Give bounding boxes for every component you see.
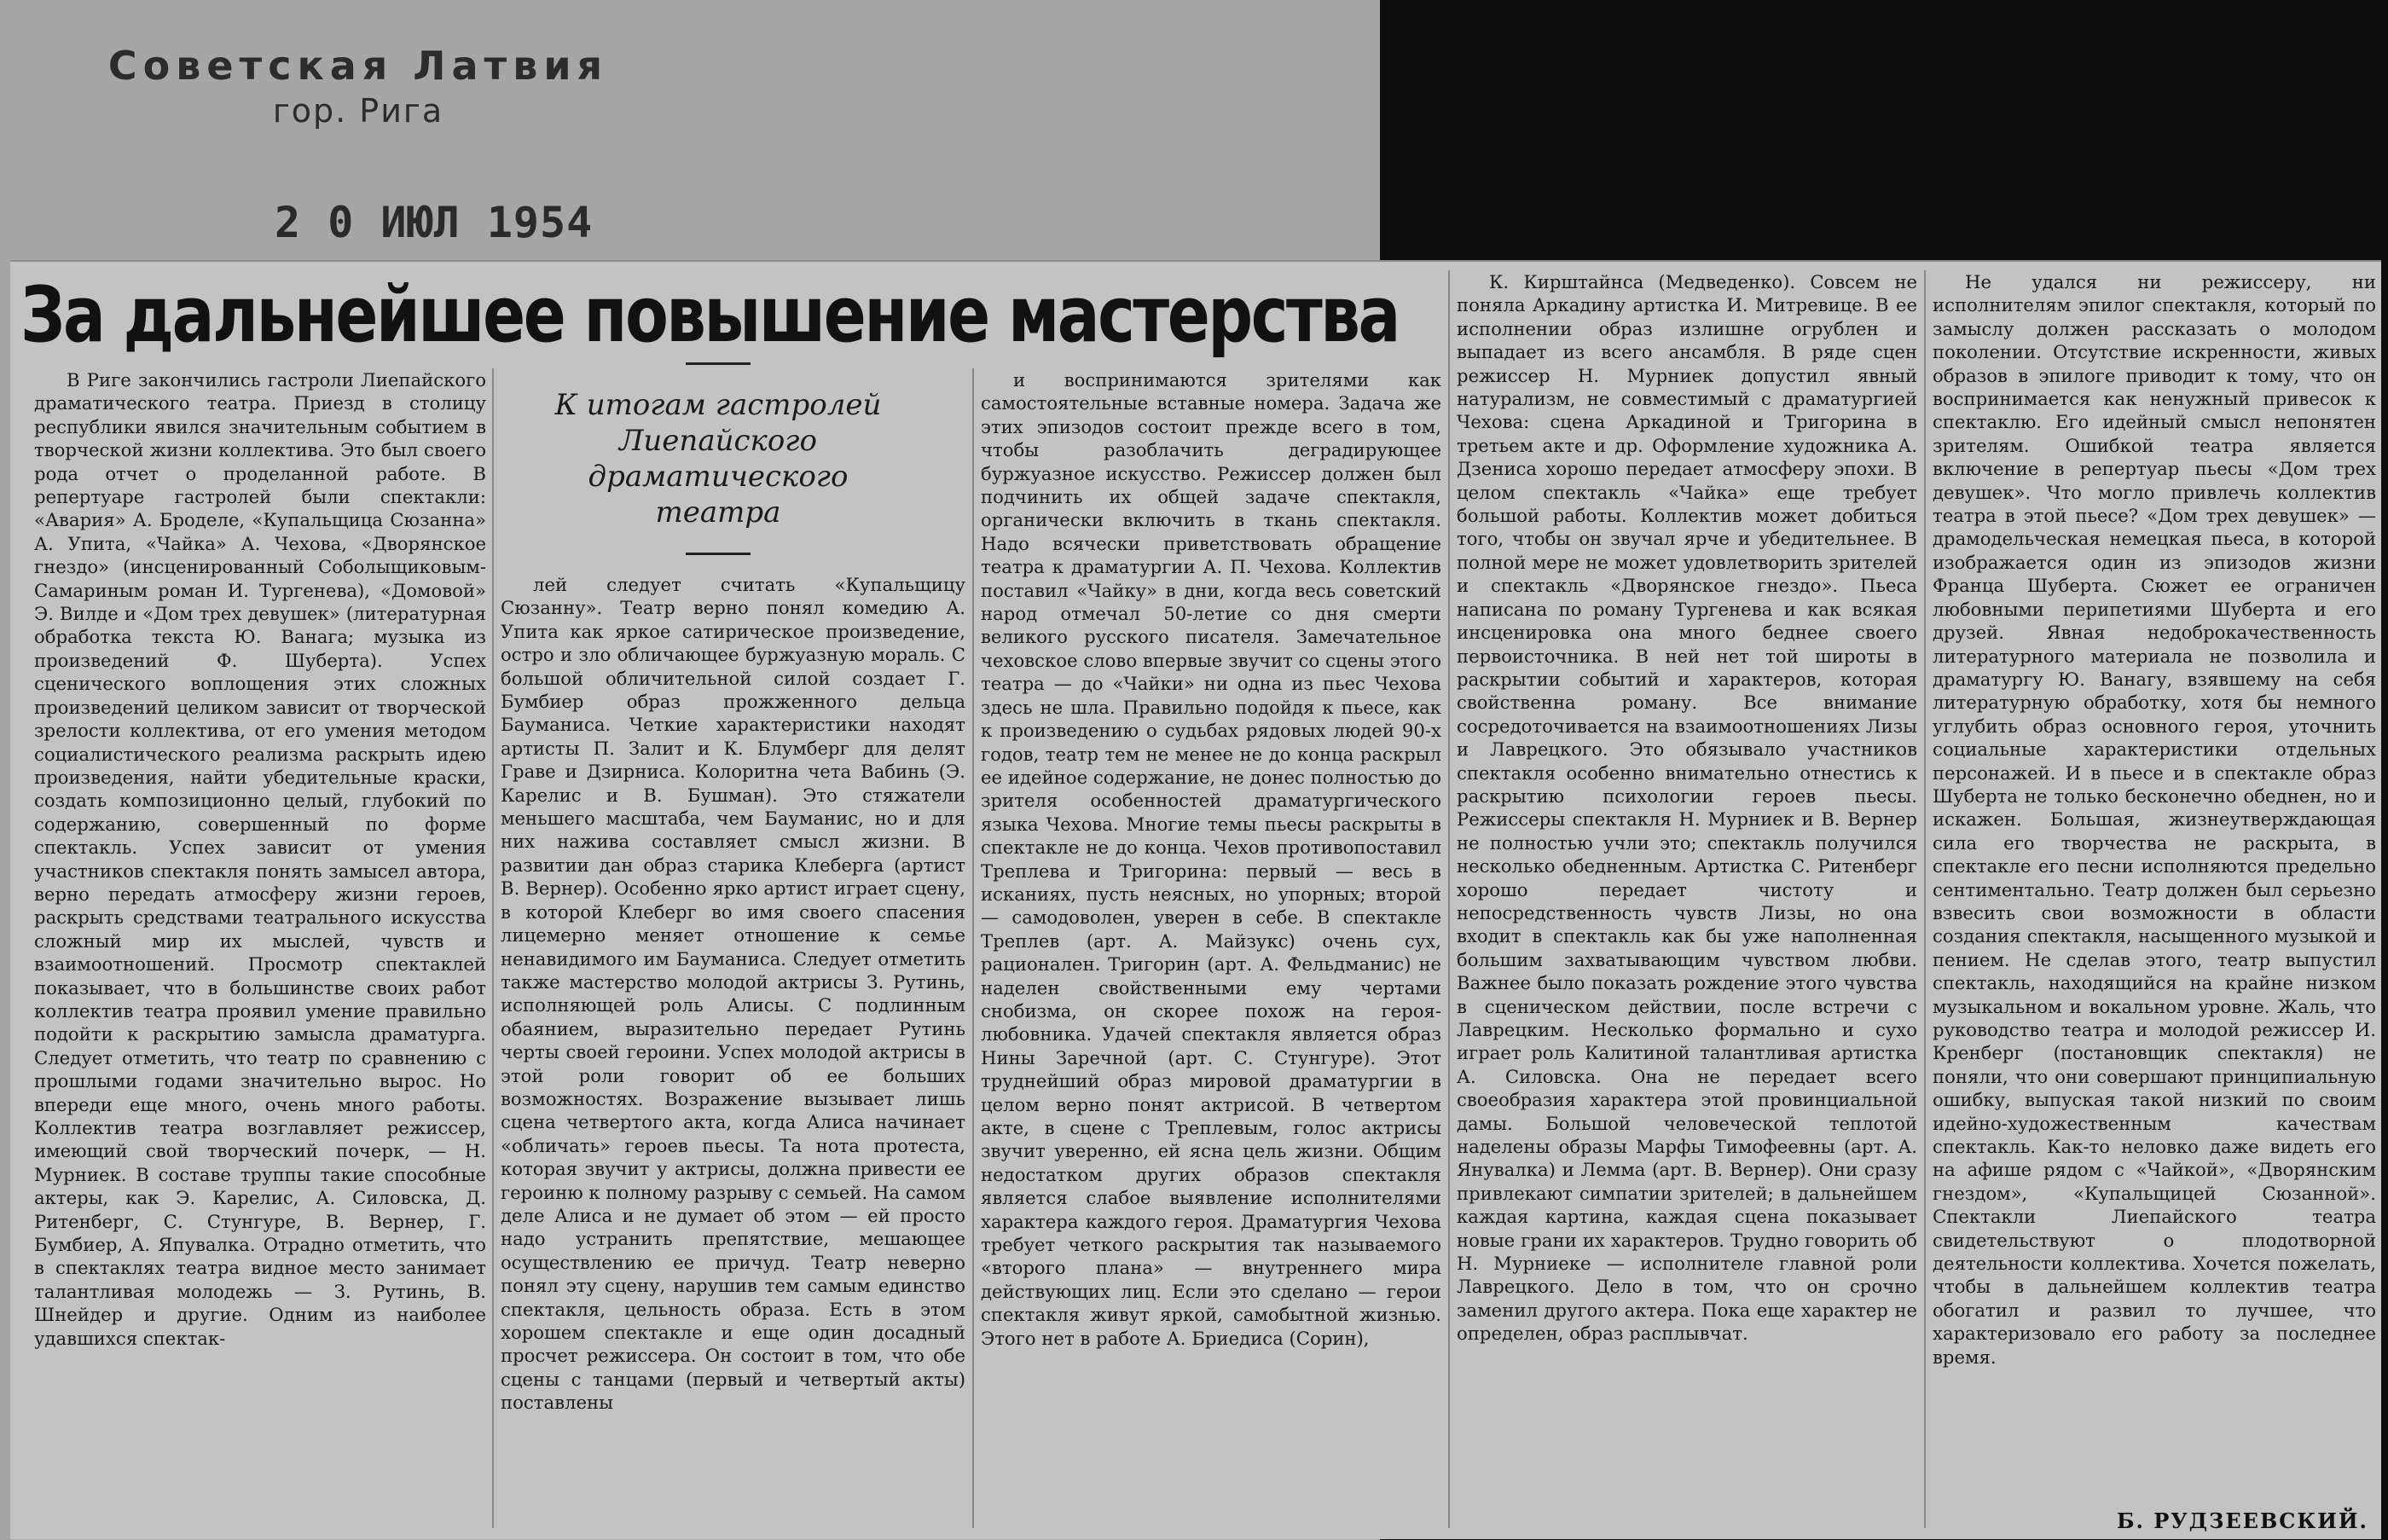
article-column-3 [981,368,1441,1537]
column-4-text: К. Кирштайнса (Медведенко). Совсем не поняла Аркадину артистка И. Митревице. В ее исполнении образ излишне огрублен и выпадает из всего ансамбля. В ряде сцен режиссер Н. Мурниек допустил явный натурализм, не совместимый с драматургией Чехова: сцена Аркадиной и Тригорина в третьем акте и др. Оформление художника А. Дзениса хорошо передает атмосферу эпохи. В целом спектакль «Чайка» еще требует большой работы. Коллектив может добиться того, чтобы он звучал ярче и убедительнее. В полной мере не может удовлетворить зрителей и спектакль «Дворянское гнездо». Пьеса написана по роману Тургенева и как всякая инсценировка она много беднее своего первоисточника. В ней нет той широты в раскрытии событий и характеров, которая свойственна роману. Все внимание сосредоточивается на взаимоотношениях Лизы и Лаврецкого. Это обязывало участников спектакля особенно внимательно отнестись к раскрытию психологии героев пьесы. Режиссеры спектакля Н. Мурниек и В. Вернер не полностью учли это; спектакль получился несколько обедненным. Артистка С. Ритенберг хорошо передает чистоту и непосредственность чувств Лизы, но она входит в спектакль как бы уже наполненная большим захватывающим чувством любви. Важнее было показать рождение этого чувства в сценическом действии, после встречи с Лаврецким. Несколько формально и сухо играет роль Калитиной талантливая артистка А. Силовска. Она не передает всего своеобразия характера этой провинциальной дамы. Большой человеческой теплотой наделены образы Марфы Тимофеевны (арт. А. Янувалка) и Лемма (арт. В. Вернер). Они сразу привлекают симпатии зрителей; в дальнейшем каждая картина, каждая сцена показывает новые грани их характеров. Трудно говорить об Н. Мурниеке — исполнителе главной роли Лаврецкого. Дело в том, что он срочно заменил другого актера. Пока еще характер не определен, образ расплывчат. [1457,271,1917,1345]
article-signature: Б. РУДЗЕЕВСКИЙ. [2117,1508,2368,1533]
article-column-5 [1933,270,2376,1498]
subhead-line-1: К итогам гастролей [554,388,882,422]
subhead-rule-bottom [686,553,751,555]
article-column-4 [1457,270,1917,1537]
subhead-rule-top [686,362,751,365]
newspaper-name: Советская Латвия [107,43,609,89]
column-1-text: В Риге закончились гастроли Лиепайского драматического театра. Приезд в столицу республики явился значительным событием в творческой жизни коллектива. Это был своего рода отчет о проделанной работе. В репертуаре гастролей были спектакли: «Авария» А. Броделе, «Купальщица Сюзанна» А. Упита, «Чайка» А. Чехова, «Дворянское гнездо» (инсценированный Соболыщиковым-Самариным роман И. Тургенева), «Домовой» Э. Вилде и «Дом трех девушек» (литературная обработка текста Ю. Ванага; музыка из произведений Ф. Шуберта). Успех сценического воплощения этих сложных произведений целиком зависит от творческой зрелости коллектива, от его умения методом социалистического реализма раскрыть идею произведения, найти убедительные краски, создать композиционно целый, глубокий по содержанию, совершенный по форме спектакль. Успех зависит от умения участников спектакля понять замысел автора, верно передать атмосферу жизни героев, раскрыть средствами театрального искусства сложный мир их мыслей, чувств и взаимоотношений. Просмотр спектаклей показывает, что в большинстве своих работ коллектив театра проявил умение правильно подойти к раскрытию замысла драматурга. Следует отметить, что театр по сравнению с прошлыми годами значительно вырос. Но впереди еще много, очень много работы. Коллектив театра возглавляет режиссер, имеющий свой творческий почерк, — Н. Мурниек. В составе труппы такие способные актеры, как Э. Карелис, А. Силовска, Д. Ритенберг, С. Стунгуре, В. Вернер, Г. Бумбиер, А. Япувалка. Отрадно отметить, что в спектаклях театра видное место занимает талантливая молодежь — З. Рутинь, В. Шнейдер и другие. Одним из наиболее удавшихся спектак- [34,369,486,1349]
article-column-2 [501,573,965,1537]
newspaper-clipping [10,260,2381,1539]
subhead-line-2: Лиепайского драматического [588,424,849,494]
column-divider-1 [492,368,494,1528]
column-2-text: лей следует считать «Купальщицу Сюзанну». Театр верно понял комедию А. Упита как яркое сатирическое произведение, остро и зло обличающее буржуазную мораль. С большой обличительной силой создает Г. Бумбиер образ прожженного дельца Бауманиса. Четкие характеристики находят артисты П. Залит и К. Блумберг для делят Граве и Дзирниса. Колоритна чета Вабинь (Э. Карелис и В. Бушман). Это стяжатели меньшего масштаба, чем Бауманис, но и для них нажива составляет смысл жизни. В развитии дан образ старика Клеберга (артист В. Вернер). Особенно ярко артист играет сцену, в которой Клеберг во имя своего спасения лицемерно меняет отношение к семье ненавидимого им Бауманиса. Следует отметить также мастерство молодой актрисы З. Рутинь, исполняющей роль Алисы. С подлинным обаянием, выразительно передает Рутинь черты своей героини. Успех молодой актрисы в этой роли говорит об ее больших возможностях. Возражение вызывает лишь сцена четвертого акта, когда Алиса начинает «обличать» героев пьесы. Та нота протеста, которая звучит у актрисы, должна привести ее героиню к полному разрыву с семьей. На самом деле Алиса и не думает об этом — ей просто надо устранить препятствие, мешающее осуществлению ее причуд. Театр неверно понял эту сцену, нарушив тем самым единство спектакля, цельность образа. Есть в этом хорошем спектакле и еще один досадный просчет режиссера. Он состоит в том, что обе сцены с танцами (первый и четвертый акты) поставлены [501,574,965,1414]
column-divider-3 [1448,270,1450,1528]
date-stamp: 2 0 ИЮЛ 1954 [275,198,594,247]
column-5-text: Не удался ни режиссеру, ни исполнителям эпилог спектакля, который по замыслу должен рассказать о молодом поколении. Отсутствие искренности, живых образов в эпилоге приводит к тому, что он воспринимается как ненужный привесок к спектаклю. Его идейный смысл непонятен зрителям. Ошибкой театра является включение в репертуар пьесы «Дом трех девушек». Что могло привлечь коллектив театра в этой пьесе? «Дом трех девушек» — драмодельческая немецкая пьеса, в которой изображается один из эпизодов жизни Франца Шуберта. Сюжет ее ограничен любовными перипетиями Шуберта и его друзей. Явная недоброкачественность литературного материала не позволила и драматургу Ю. Ванагу, взявшему на себя литературную обработку, хотя бы немного углубить образ основного героя, уточнить социальные характеристики отдельных персонажей. И в пьесе и в спектакле образ Шуберта не только бесконечно обеднен, но и искажен. Большая, жизнеутверждающая сила его творчества не раскрыта, в спектакле его песни исполняются предельно сентиментально. Театр должен был серьезно взвесить свои возможности в области создания спектакля, насыщенного музыкой и пением. Не сделав этого, театр выпустил спектакль, находящийся на крайне низком музыкальном и вокальном уровне. Жаль, что руководство театра и молодой режиссер И. Кренберг (постановщик спектакля) не поняли, что они совершают принципиальную ошибку, выпуская такой низкий по своим идейно-художественным качествам спектакль. Как-то неловко даже видеть его на афише рядом с «Чайкой», «Дворянским гнездом», «Купальщицей Сюзанной». Спектакли Лиепайского театра свидетельствуют о плодотворной деятельности коллектива. Хочется пожелать, чтобы в дальнейшем коллектив театра обогатил и развил то лучшее, что характеризовало его работу за последнее время. [1933,271,2376,1368]
column-divider-4 [1924,270,1926,1528]
column-divider-2 [972,368,974,1528]
column-3-text: и воспринимаются зрителями как самостоятельные вставные номера. Задача же этих эпизодов состоит прежде всего в том, чтобы разоблачить деградирующее буржуазное искусство. Режиссер должен был подчинить их общей задаче спектакля, органически включить в ткань спектакля. Надо всячески приветствовать обращение театра к драматургии А. П. Чехова. Коллектив поставил «Чайку» в дни, когда весь советский народ отмечал 50-летие со дня смерти великого русского писателя. Замечательное чеховское слово впервые звучит со сцены этого театра — до «Чайки» ни одна из пьес Чехова здесь не шла. Правильно подойдя к пьесе, как к произведению о судьбах рядовых людей 90-х годов, театр тем не менее не до конца раскрыл ее идейное содержание, не донес полностью до зрителя особенностей драматургического языка Чехова. Многие темы пьесы раскрыты в спектакле не до конца. Чехов противопоставил Треплева и Тригорина: первый — весь в исканиях, пусть неясных, но упорных; второй — самодоволен, уверен в себе. В спектакле Треплев (арт. А. Майзукс) очень сух, рационален. Тригорин (арт. А. Фельдманис) не наделен свойственными ему чертами снобизма, он скорее похож на героя-любовника. Удачей спектакля является образ Нины Заречной (арт. С. Стунгуре). Этот труднейший образ мировой драматургии в целом верно понят актрисой. В четвертом акте, в сцене с Треплевым, голос актрисы звучит уверенно, ей ясна цель жизни. Общим недостатком других образов спектакля является слабое выявление исполнителями характера каждого героя. Драматургия Чехова требует четкого раскрытия так называемого «второго плана» — внутреннего мира действующих лиц. Если это сделано — герои спектакля живут яркой, самобытной жизнью. Этого нет в работе А. Бриедиса (Сорин), [981,369,1441,1349]
article-column-1 [34,368,486,1537]
article-subheading [505,362,931,555]
newspaper-stamp [94,43,623,130]
subhead-line-3: театра [655,495,781,530]
newspaper-city: гор. Рига [272,92,444,130]
article-headline: За дальнейшее повышение мастерства [20,270,1399,360]
